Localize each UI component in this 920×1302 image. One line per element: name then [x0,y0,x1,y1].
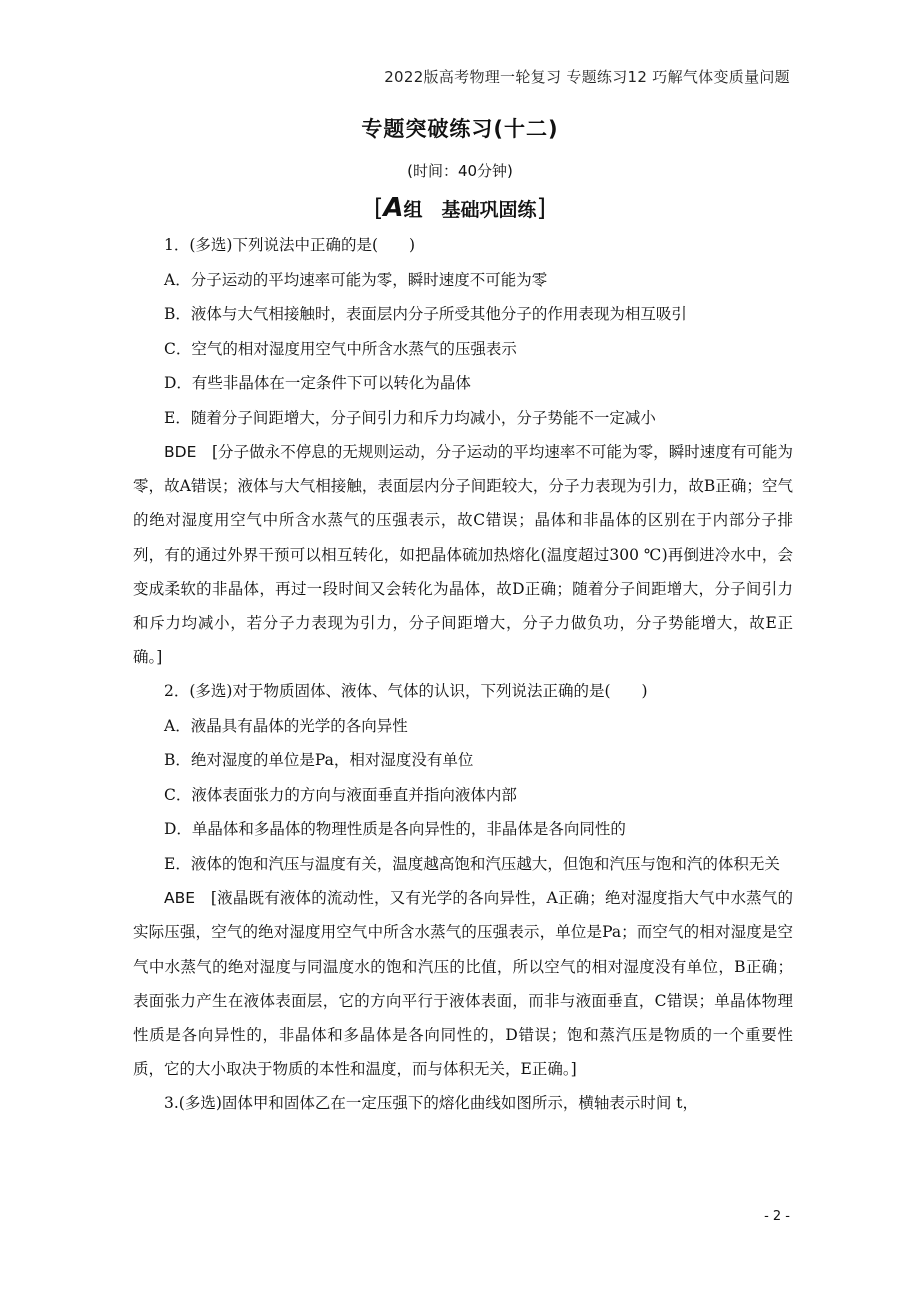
group-header [0,193,920,223]
q2-answer-text: [液晶既有液体的流动性，又有光学的各向异性，A正确；绝对湿度指大气中水蒸气的实际压强，空气的绝对湿度用空气中所含水蒸气的压强表示，单位是Pa；而空气的相对湿度是空气中水蒸气的绝对湿度与同温度水的饱和汽压的比值，所以空气的相对湿度没有单位，B正确；表面张力产生在液体表面层，它的方向平行于液体表面，而非与液面垂直，C错误；单晶体物理性质是各向异性的，非晶体和多晶体是各向同性的，D错误；饱和蒸汽压是物质的一个重要性质，它的大小取决于物质的本性和温度，而与体积无关，E正确。] [133,889,793,1079]
q1-answer [133,435,793,674]
q2-option-a: A．液晶具有晶体的光学的各向异性 [164,716,408,735]
q2-stem: 2．(多选)对于物质固体、液体、气体的认识，下列说法正确的是( ) [164,682,648,701]
group-bracket-left: [ [374,194,384,222]
q1-option-e: E．随着分子间距增大，分子间引力和斥力均减小，分子势能不一定减小 [164,408,656,427]
page-number: - 2 - [764,1209,790,1224]
q2-option-e: E．液体的饱和汽压与温度有关，温度越高饱和汽压越大，但饱和汽压与饱和汽的体积无关 [164,854,780,873]
time-limit: (时间：40分钟) [407,162,513,180]
q1-answer-text: [分子做永不停息的无规则运动，分子运动的平均速率不可能为零，瞬时速度有可能为零，故A错误；液体与大气相接触，表面层内分子间距较大，分子力表现为引力，故B正确；空气的绝对湿度用空气中所含水蒸气的压强表示，故C错误；晶体和非晶体的区别在于内部分子排列，有的通过外界干预可以相互转化，如把晶体硫加热熔化(温度超过300 ℃)再倒进冷水中，会变成柔软的非晶体，再过一段时间又会转化为晶体，故D正确；随着分子间距增大，分子间引力和斥力均减小，若分子力表现为引力，分子间距增大，分子力做负功，分子势能增大，故E正确。] [133,443,793,667]
q1-option-c: C．空气的相对湿度用空气中所含水蒸气的压强表示 [164,339,517,358]
running-header: 2022版高考物理一轮复习 专题练习12 巧解气体变质量问题 [384,68,790,86]
group-name: 组 基础巩固练 [403,199,537,221]
q2-answer [133,881,793,1086]
q1-option-b: B．液体与大气相接触时，表面层内分子所受其他分子的作用表现为相互吸引 [164,305,687,323]
q2-answer-label: ABE [164,889,196,908]
group-letter: A [383,193,404,223]
q1-option-d: D．有些非晶体在一定条件下可以转化为晶体 [164,374,471,392]
q1-stem: 1．(多选)下列说法中正确的是( ) [164,236,416,254]
q2-option-c: C．液体表面张力的方向与液面垂直并指向液体内部 [164,785,517,804]
document-body [133,228,793,1121]
q2-option-b: B．绝对湿度的单位是Pa，相对湿度没有单位 [164,751,474,770]
q3-stem: 3.(多选)固体甲和固体乙在一定压强下的熔化曲线如图所示，横轴表示时间 t， [164,1094,699,1113]
page-title: 专题突破练习(十二) [361,117,559,141]
group-bracket-right: ] [536,194,546,222]
q1-answer-label: BDE [164,443,197,461]
q2-option-d: D．单晶体和多晶体的物理性质是各向异性的，非晶体是各向同性的 [164,820,626,839]
q1-option-a: A．分子运动的平均速率可能为零，瞬时速度不可能为零 [164,270,548,289]
